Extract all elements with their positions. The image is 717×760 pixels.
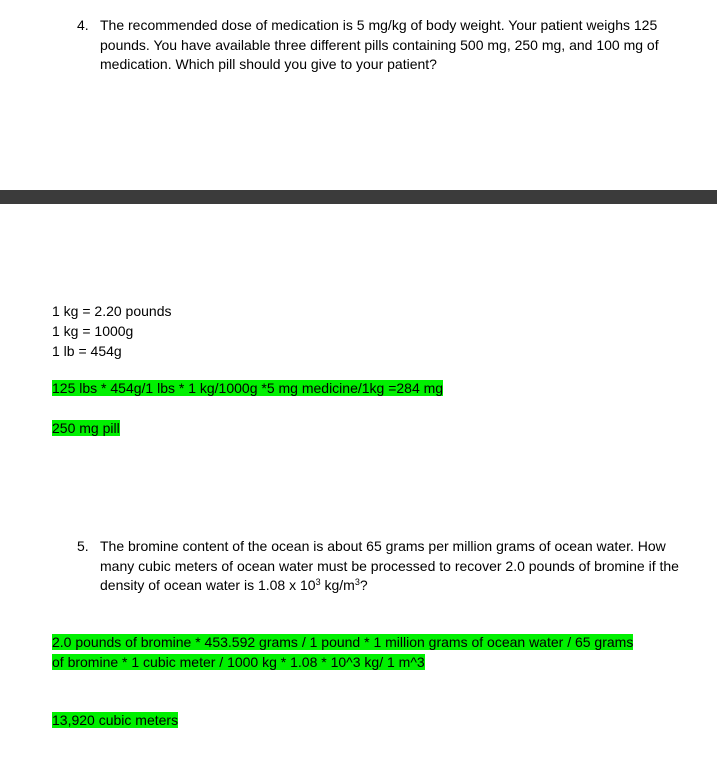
exponent: 3 [354, 577, 360, 587]
exponent: 3 [315, 577, 321, 587]
answer-5-work-line-1 [52, 633, 633, 653]
section-divider [0, 190, 717, 204]
answer-5-result [52, 711, 178, 731]
answer-5-work-text-2: of bromine * 1 cubic meter / 1000 kg * 1.08 * 10^3 kg/ 1 m^3 [52, 654, 425, 670]
conversion-line: 1 kg = 2.20 pounds [52, 303, 172, 319]
question-4-text: The recommended dose of medication is 5 mg/kg of body weight. Your patient weighs 125 pounds. You have available three different pills containing 500 mg, 250 mg, and 100 mg of medication. Which pill should you give to your patient? [100, 17, 659, 72]
question-5-text-main: The bromine content of the ocean is about 65 grams per million grams of ocean water. How many cubic meters of ocean water must be processed to recover 2.0 pounds of bromine if the density of ocean water is 1.08 x 10 [100, 538, 679, 593]
question-5-unit: kg/m [320, 577, 355, 593]
question-5-end: ? [359, 577, 368, 593]
answer-5-result-text: 13,920 cubic meters [52, 712, 179, 728]
answer-4-result [52, 419, 120, 439]
conversion-line: 1 lb = 454g [52, 343, 122, 359]
question-4-number: 4. [77, 17, 89, 33]
question-5-text [100, 537, 680, 596]
answer-5-work-line-2 [52, 653, 425, 673]
answer-4-result-text: 250 mg pill [52, 420, 120, 436]
answer-4-work-text: 125 lbs * 454g/1 lbs * 1 kg/1000g *5 mg medicine/1kg =284 mg [52, 380, 444, 396]
answer-4-work [52, 379, 443, 399]
conversion-line: 1 kg = 1000g [52, 323, 134, 339]
question-5-number: 5. [77, 538, 89, 554]
answer-5-work-text-1: 2.0 pounds of bromine * 453.592 grams / 1 pound * 1 million grams of ocean water / 65 grams [52, 634, 634, 650]
